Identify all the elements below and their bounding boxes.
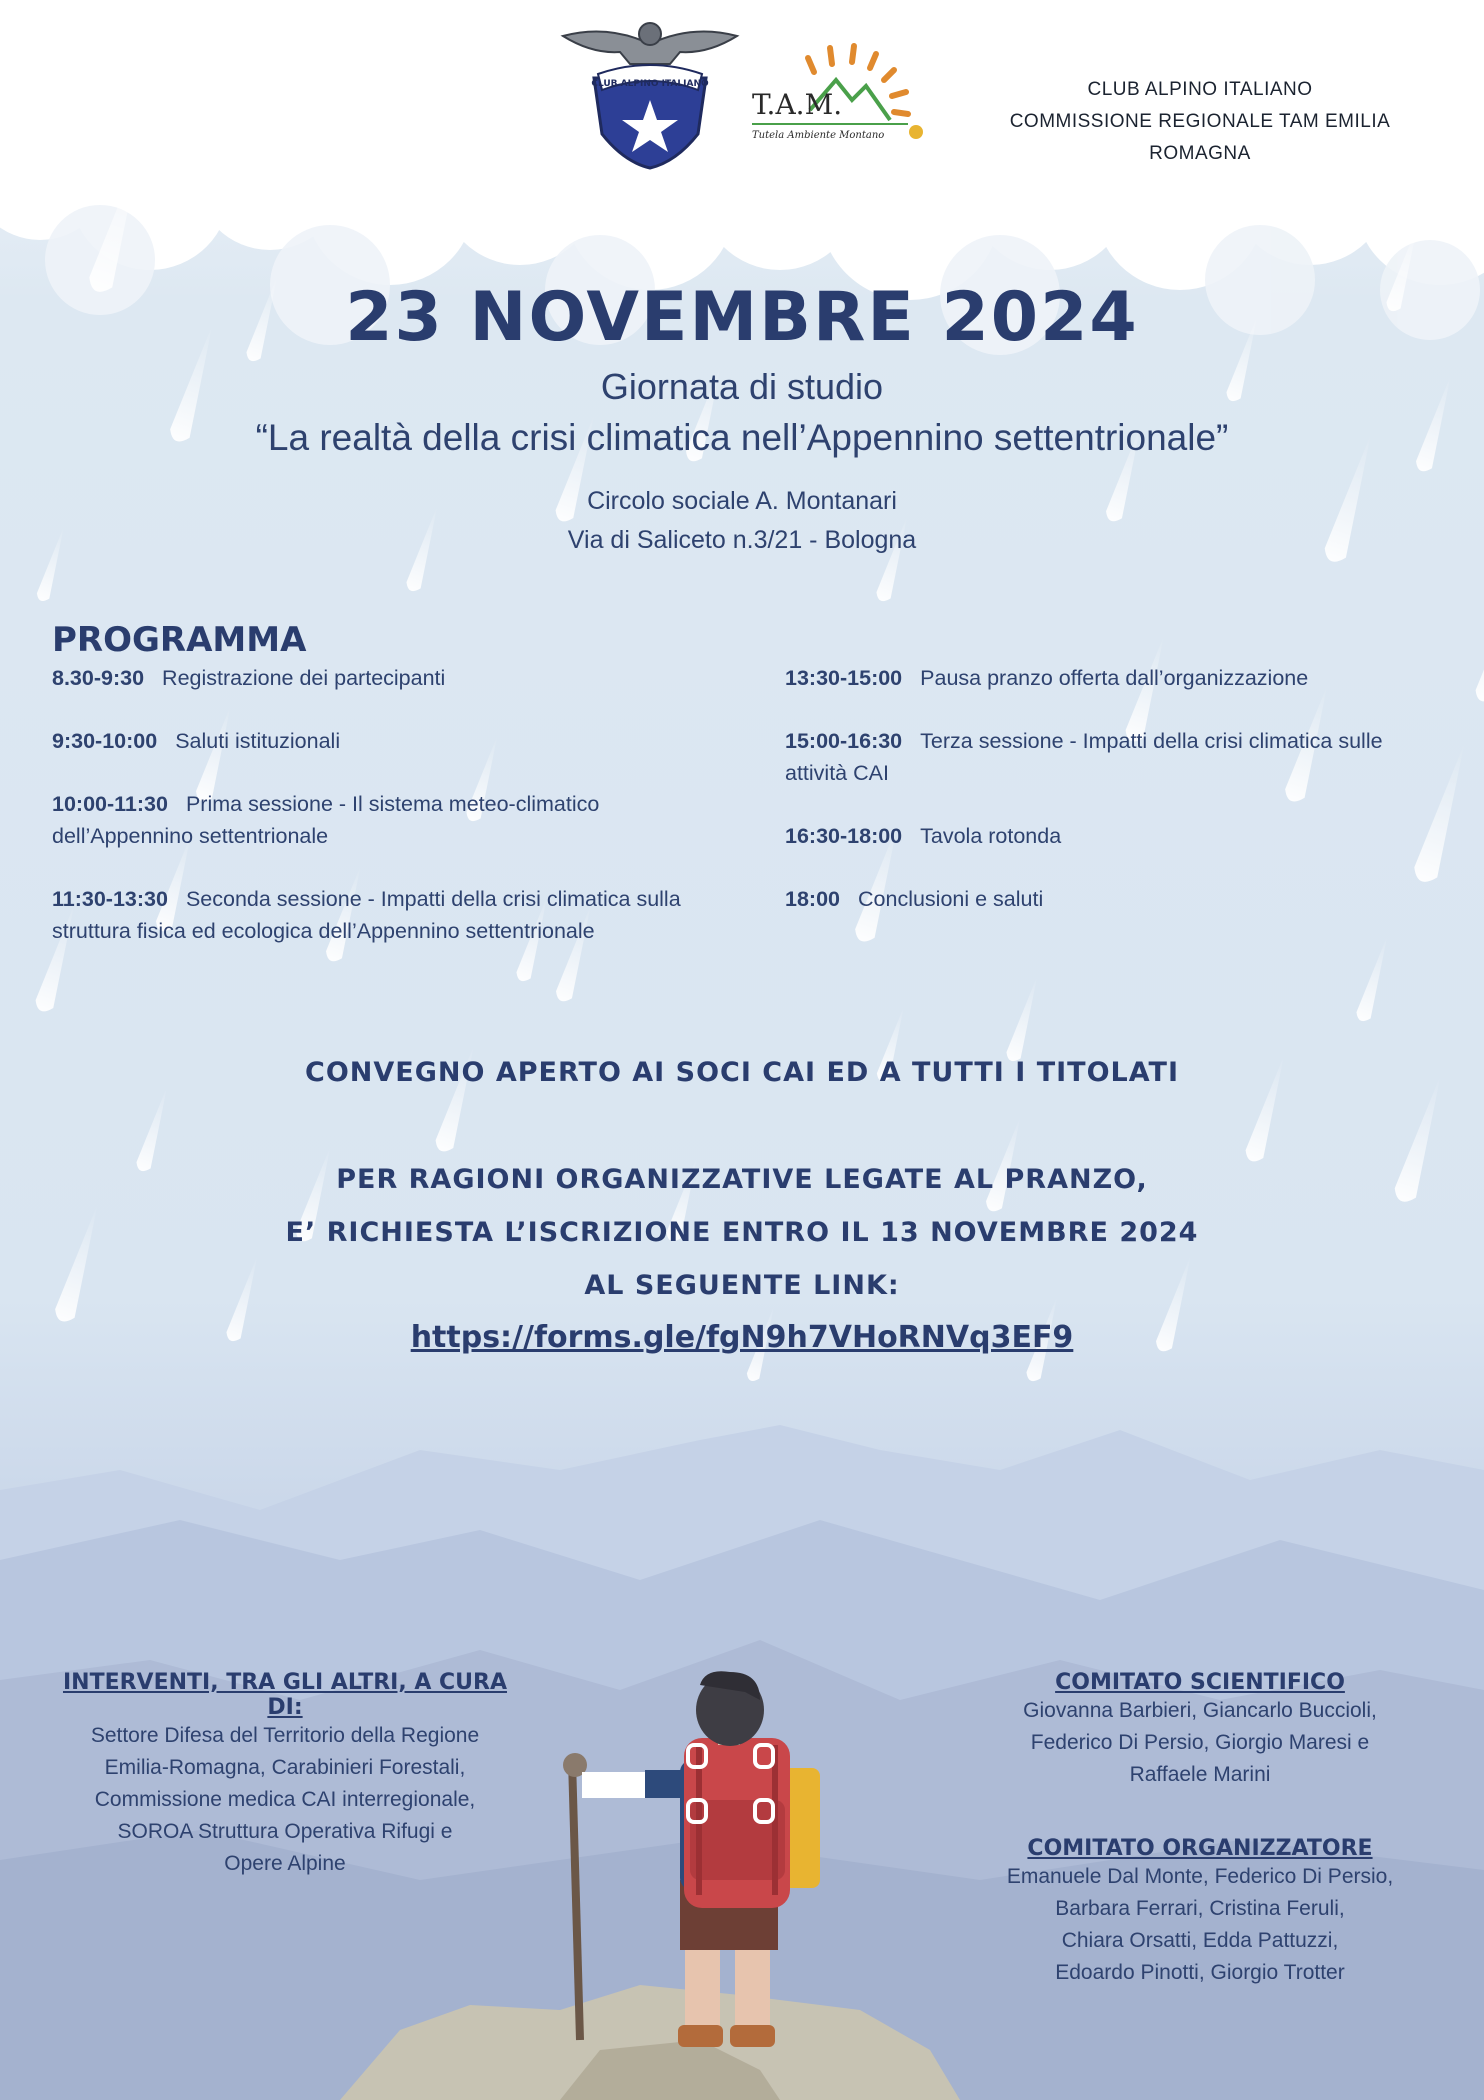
programma-item: [52, 662, 732, 694]
programma-time: 15:00-16:30: [785, 729, 903, 753]
registration-line-1: PER RAGIONI ORGANIZZATIVE LEGATE AL PRANZO,: [336, 1164, 1148, 1195]
event-date: 23 NOVEMBRE 2024: [345, 278, 1139, 357]
cai-logo-text: CLUB ALPINO ITALIANO: [591, 79, 709, 89]
event-title: “La realtà della crisi climatica nell’Appennino settentrionale”: [255, 417, 1229, 458]
programma-item: [52, 883, 732, 947]
tam-logo-text: T.A.M.: [752, 88, 843, 121]
comitato-organizzatore-line: Emanuele Dal Monte, Federico Di Persio,: [1006, 1865, 1394, 1888]
raindrop-icon: [134, 1085, 176, 1174]
programma-time: 10:00-11:30: [52, 792, 168, 816]
org-line-1: CLUB ALPINO ITALIANO: [1087, 79, 1313, 100]
programma-time: 18:00: [785, 887, 840, 911]
programma-text: Seconda sessione - Impatti della crisi climatica sulla struttura fisica ed ecologica dell’Appennino settentrionale: [52, 887, 681, 943]
tam-logo-subtitle: Tutela Ambiente Montano: [752, 130, 885, 141]
interventi-line: Emilia-Romagna, Carabinieri Forestali,: [104, 1756, 466, 1779]
programma-item: [785, 883, 1435, 915]
org-line-2: COMMISSIONE REGIONALE TAM EMILIA ROMAGNA: [1009, 111, 1391, 164]
event-type: Giornata di studio: [600, 366, 884, 407]
programma-text: Tavola rotonda: [920, 824, 1062, 848]
programma-text: Conclusioni e saluti: [858, 887, 1044, 911]
comitato-organizzatore-line: Barbara Ferrari, Cristina Feruli,: [1055, 1897, 1345, 1920]
programma-text: Terza sessione - Impatti della crisi climatica sulle attività CAI: [785, 729, 1383, 785]
interventi-line: SOROA Struttura Operativa Rifugi e: [117, 1820, 453, 1843]
interventi-line: Settore Difesa del Territorio della Regione: [90, 1724, 480, 1747]
interventi-line: Commissione medica CAI interregionale,: [94, 1788, 476, 1811]
programma-text: Saluti istituzionali: [175, 729, 341, 753]
programma-left-column: [52, 662, 732, 978]
interventi-heading: INTERVENTI, TRA GLI ALTRI, A CURA DI:: [62, 1670, 508, 1720]
comitato-scientifico-body: [975, 1695, 1425, 1791]
programma-item: [52, 725, 732, 757]
programma-item: [785, 662, 1435, 694]
registration-link[interactable]: https://forms.gle/fgN9h7VHoRNVq3EF9: [410, 1320, 1074, 1355]
interventi-body: [50, 1720, 520, 1880]
organization-name: [958, 74, 1442, 170]
programma-text: Registrazione dei partecipanti: [162, 666, 446, 690]
programma-heading: PROGRAMMA: [52, 620, 307, 660]
programma-time: 9:30-10:00: [52, 729, 158, 753]
venue-name: Circolo sociale A. Montanari: [587, 487, 897, 515]
raindrop-icon: [1354, 935, 1396, 1024]
comitato-organizzatore-heading: COMITATO ORGANIZZATORE: [1027, 1836, 1373, 1861]
registration-line-2: E’ RICHIESTA L’ISCRIZIONE ENTRO IL 13 NOVEMBRE 2024: [285, 1217, 1199, 1248]
comitato-organizzatore-line: Edoardo Pinotti, Giorgio Trotter: [1055, 1961, 1345, 1984]
comitato-scientifico-line: Raffaele Marini: [1129, 1763, 1271, 1786]
comitato-scientifico-line: Giovanna Barbieri, Giancarlo Buccioli,: [1023, 1699, 1377, 1722]
interventi-block: [50, 1670, 520, 1880]
venue-address: Via di Saliceto n.3/21 - Bologna: [567, 526, 917, 554]
programma-text: Prima sessione - Il sistema meteo-climatico dell’Appennino settentrionale: [52, 792, 600, 848]
programma-text: Pausa pranzo offerta dall’organizzazione: [920, 666, 1309, 690]
comitato-scientifico-heading: COMITATO SCIENTIFICO: [1055, 1670, 1345, 1695]
comitato-organizzatore-block: [975, 1836, 1425, 1989]
tam-sun-logo-icon: [748, 40, 926, 158]
registration-line-3: AL SEGUENTE LINK:: [584, 1270, 900, 1301]
comitato-scientifico-block: [975, 1670, 1425, 1791]
programma-time: 8.30-9:30: [52, 666, 145, 690]
programma-time: 16:30-18:00: [785, 824, 903, 848]
open-to-notice: CONVEGNO APERTO AI SOCI CAI ED A TUTTI I TITOLATI: [305, 1057, 1179, 1088]
programma-time: 11:30-13:30: [52, 887, 168, 911]
comitato-organizzatore-body: [975, 1861, 1425, 1989]
raindrop-icon: [1473, 593, 1484, 704]
cai-eagle-logo-icon: [558, 16, 742, 174]
programma-time: 13:30-15:00: [785, 666, 903, 690]
programma-item: [785, 820, 1435, 852]
raindrop-icon: [1004, 975, 1046, 1064]
interventi-line: Opere Alpine: [224, 1852, 346, 1875]
comitato-organizzatore-line: Chiara Orsatti, Edda Pattuzzi,: [1061, 1929, 1339, 1952]
programma-item: [52, 788, 732, 852]
programma-right-column: [785, 662, 1435, 946]
comitato-scientifico-line: Federico Di Persio, Giorgio Maresi e: [1030, 1731, 1370, 1754]
programma-item: [785, 725, 1435, 789]
